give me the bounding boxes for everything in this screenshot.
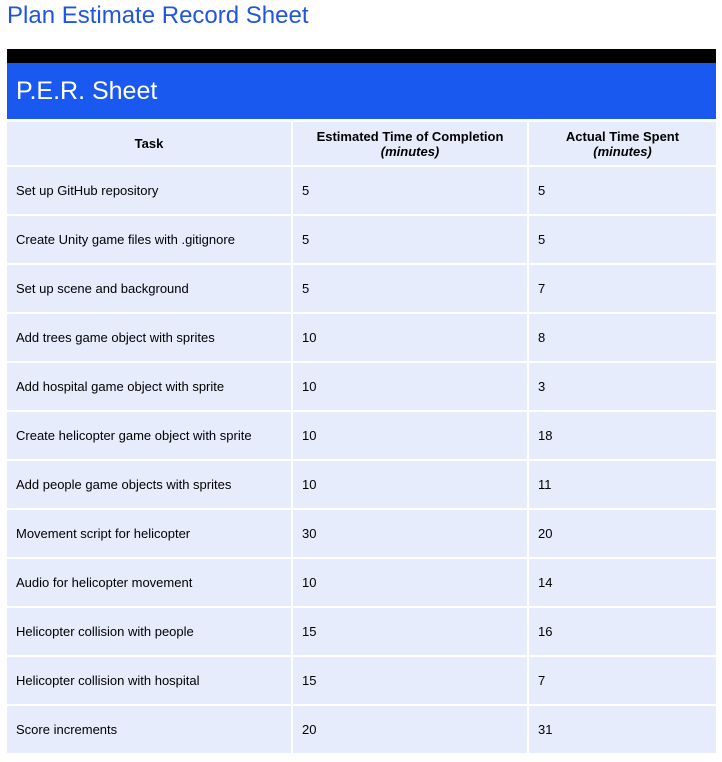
estimated-time-cell: 10: [291, 461, 527, 510]
estimated-time-cell: 20: [291, 706, 527, 755]
column-header-estimated: [291, 122, 527, 167]
table-row: [7, 608, 716, 657]
actual-time-cell: 5: [527, 216, 716, 265]
column-header-actual: [527, 122, 716, 167]
column-header-task-label: Task: [134, 136, 164, 151]
table-body: [7, 167, 716, 755]
actual-time-cell: 3: [527, 363, 716, 412]
actual-time-cell: 7: [527, 265, 716, 314]
actual-time-cell: 7: [527, 657, 716, 706]
table-row: [7, 657, 716, 706]
task-cell: Create helicopter game object with sprite: [7, 412, 291, 461]
column-header-actual-unit: (minutes): [593, 143, 652, 159]
estimated-time-cell: 30: [291, 510, 527, 559]
task-cell: Add hospital game object with sprite: [7, 363, 291, 412]
table-row: [7, 314, 716, 363]
task-cell: Movement script for helicopter: [7, 510, 291, 559]
table-row: [7, 510, 716, 559]
table-row: [7, 412, 716, 461]
actual-time-cell: 31: [527, 706, 716, 755]
table-row: [7, 363, 716, 412]
task-cell: Set up GitHub repository: [7, 167, 291, 216]
top-divider-bar: [7, 49, 716, 63]
column-header-estimated-label: Estimated Time of Completion: [316, 128, 504, 144]
table-row: [7, 216, 716, 265]
actual-time-cell: 5: [527, 167, 716, 216]
task-cell: Add trees game object with sprites: [7, 314, 291, 363]
actual-time-cell: 16: [527, 608, 716, 657]
sheet-heading: P.E.R. Sheet: [16, 76, 158, 105]
per-table: [7, 122, 716, 755]
task-cell: Helicopter collision with hospital: [7, 657, 291, 706]
task-cell: Create Unity game files with .gitignore: [7, 216, 291, 265]
actual-time-cell: 11: [527, 461, 716, 510]
estimated-time-cell: 10: [291, 363, 527, 412]
estimated-time-cell: 10: [291, 412, 527, 461]
actual-time-cell: 18: [527, 412, 716, 461]
task-cell: Add people game objects with sprites: [7, 461, 291, 510]
estimated-time-cell: 15: [291, 608, 527, 657]
table-row: [7, 461, 716, 510]
actual-time-cell: 8: [527, 314, 716, 363]
column-header-task: [7, 122, 291, 167]
table-row: [7, 265, 716, 314]
task-cell: Audio for helicopter movement: [7, 559, 291, 608]
table-row: [7, 706, 716, 755]
estimated-time-cell: 5: [291, 167, 527, 216]
task-cell: Set up scene and background: [7, 265, 291, 314]
task-cell: Helicopter collision with people: [7, 608, 291, 657]
estimated-time-cell: 5: [291, 265, 527, 314]
actual-time-cell: 14: [527, 559, 716, 608]
table-header-row: [7, 122, 716, 167]
estimated-time-cell: 5: [291, 216, 527, 265]
document-title: Plan Estimate Record Sheet: [7, 2, 309, 29]
table-row: [7, 559, 716, 608]
task-cell: Score increments: [7, 706, 291, 755]
table-row: [7, 167, 716, 216]
actual-time-cell: 20: [527, 510, 716, 559]
estimated-time-cell: 10: [291, 559, 527, 608]
column-header-estimated-unit: (minutes): [380, 143, 440, 159]
column-header-actual-label: Actual Time Spent: [565, 128, 680, 144]
estimated-time-cell: 15: [291, 657, 527, 706]
sheet-header-band: [7, 63, 716, 119]
estimated-time-cell: 10: [291, 314, 527, 363]
